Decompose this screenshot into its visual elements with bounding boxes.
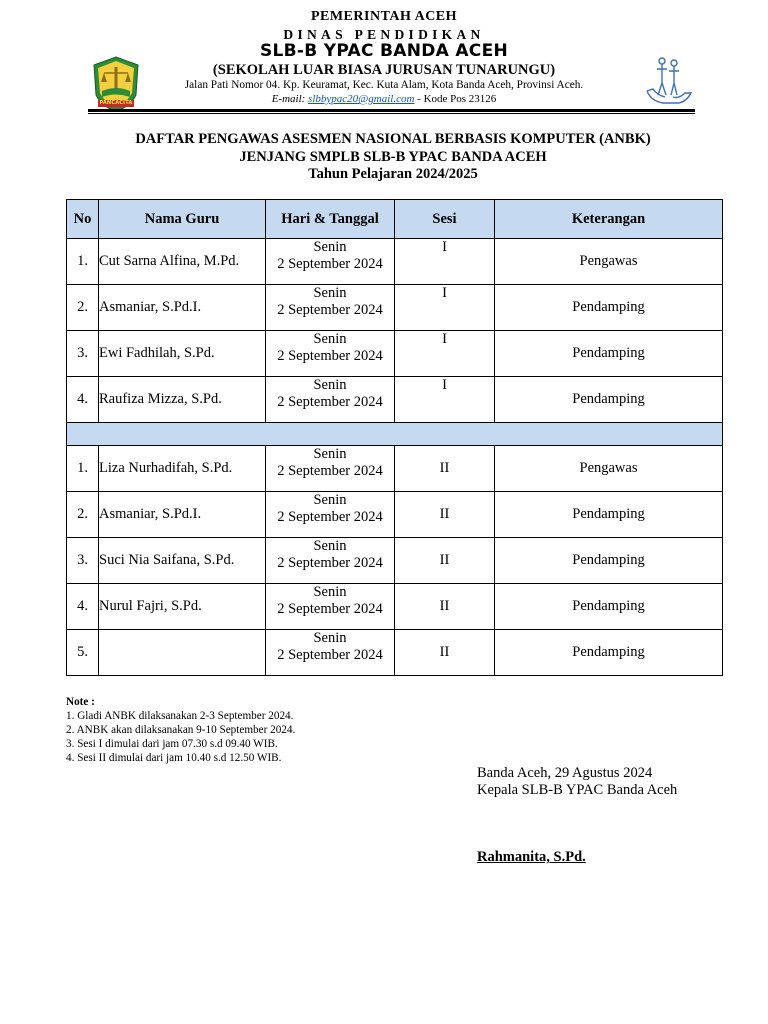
letterhead-rule-thin (88, 113, 695, 114)
table-row (67, 492, 723, 538)
note-item: 1. Gladi ANBK dilaksanakan 2-3 September 2024. (66, 710, 294, 722)
academic-year: Tahun Pelajaran 2024/2025 (308, 166, 478, 182)
row-name: Raufiza Mizza, S.Pd. (99, 377, 266, 423)
row-no: 2. (67, 285, 99, 331)
row-session: I (395, 377, 495, 423)
table-row (67, 377, 723, 423)
note-item: 2. ANBK akan dilaksanakan 9-10 September 2024. (66, 724, 296, 736)
header-note: Keterangan (495, 200, 723, 239)
signature-position: Kepala SLB-B YPAC Banda Aceh (477, 782, 678, 798)
row-date-value: 2 September 2024 (277, 256, 383, 272)
government-name: PEMERINTAH ACEH (310, 9, 458, 24)
row-date (266, 377, 395, 423)
row-session: I (395, 285, 495, 331)
row-name (99, 630, 266, 676)
row-day: Senin (313, 331, 347, 347)
session-separator-row (67, 423, 723, 446)
row-note: Pendamping (495, 538, 723, 584)
school-description: (SEKOLAH LUAR BIASA JURUSAN TUNARUNGU) (212, 62, 556, 78)
row-name: Asmaniar, S.Pd.I. (99, 492, 266, 538)
header-name: Nama Guru (99, 200, 266, 239)
logo-left-text: PANCACITA (99, 100, 133, 106)
row-name: Asmaniar, S.Pd.I. (99, 285, 266, 331)
row-note: Pendamping (495, 584, 723, 630)
row-date-value: 2 September 2024 (277, 601, 383, 617)
row-date-value: 2 September 2024 (277, 647, 383, 663)
row-date (266, 538, 395, 584)
table-row (67, 285, 723, 331)
row-session: I (395, 331, 495, 377)
row-date (266, 285, 395, 331)
email-link[interactable]: slbbypac20@gmail.com (308, 93, 415, 105)
row-day: Senin (313, 285, 347, 301)
session-separator (67, 423, 723, 446)
row-day: Senin (313, 584, 347, 600)
school-address: Jalan Pati Nomor 04. Kp. Keuramat, Kec. Kuta Alam, Kota Banda Aceh, Provinsi Aceh. (184, 79, 584, 91)
row-no: 5. (67, 630, 99, 676)
row-day: Senin (313, 538, 347, 554)
notes-heading: Note : (66, 696, 95, 708)
row-name: Suci Nia Saifana, S.Pd. (99, 538, 266, 584)
table-row (67, 630, 723, 676)
document-title: DAFTAR PENGAWAS ASESMEN NASIONAL BERBASIS KOMPUTER (ANBK) (135, 131, 651, 147)
row-date-value: 2 September 2024 (277, 555, 383, 571)
row-name: Liza Nurhadifah, S.Pd. (99, 446, 266, 492)
table-header-row (67, 200, 723, 239)
row-date-value: 2 September 2024 (277, 463, 383, 479)
row-no: 1. (67, 446, 99, 492)
row-no: 3. (67, 538, 99, 584)
row-note: Pendamping (495, 377, 723, 423)
row-day: Senin (313, 239, 347, 255)
signature-name: Rahmanita, S.Pd. (477, 849, 586, 865)
row-session: II (395, 538, 495, 584)
table-row (67, 584, 723, 630)
row-date (266, 331, 395, 377)
document-subtitle: JENJANG SMPLB SLB-B YPAC BANDA ACEH (239, 149, 547, 165)
letterhead-rule-thick (88, 109, 695, 112)
row-name: Ewi Fadhilah, S.Pd. (99, 331, 266, 377)
row-session: I (395, 239, 495, 285)
row-note: Pendamping (495, 630, 723, 676)
row-session: II (395, 630, 495, 676)
row-no: 1. (67, 239, 99, 285)
row-session: II (395, 492, 495, 538)
postal-code: - Kode Pos 23126 (414, 93, 497, 105)
row-date (266, 446, 395, 492)
table-row (67, 446, 723, 492)
row-session: II (395, 584, 495, 630)
row-name: Cut Sarna Alfina, M.Pd. (99, 239, 266, 285)
school-name: SLB-B YPAC BANDA ACEH (259, 41, 509, 61)
header-date: Hari & Tanggal (266, 200, 395, 239)
row-note: Pendamping (495, 492, 723, 538)
signature-place-date: Banda Aceh, 29 Agustus 2024 (477, 765, 653, 781)
note-item: 3. Sesi I dimulai dari jam 07.30 s.d 09.40 WIB. (66, 738, 278, 750)
table-row (67, 538, 723, 584)
row-note: Pendamping (495, 285, 723, 331)
header-session: Sesi (395, 200, 495, 239)
row-session: II (395, 446, 495, 492)
row-no: 4. (67, 584, 99, 630)
row-day: Senin (313, 492, 347, 508)
row-no: 3. (67, 331, 99, 377)
row-day: Senin (313, 377, 347, 393)
row-date (266, 584, 395, 630)
table-row (67, 239, 723, 285)
table-row (67, 331, 723, 377)
note-item: 4. Sesi II dimulai dari jam 10.40 s.d 12.50 WIB. (66, 752, 282, 764)
row-date-value: 2 September 2024 (277, 302, 383, 318)
notes-section (66, 695, 295, 765)
row-date (266, 630, 395, 676)
row-note: Pengawas (495, 239, 723, 285)
row-day: Senin (313, 446, 347, 462)
row-name: Nurul Fajri, S.Pd. (99, 584, 266, 630)
header-no: No (67, 200, 99, 239)
row-note: Pengawas (495, 446, 723, 492)
row-no: 4. (67, 377, 99, 423)
agency-name: DINAS PENDIDIKAN (283, 27, 485, 42)
row-no: 2. (67, 492, 99, 538)
row-date-value: 2 September 2024 (277, 394, 383, 410)
email-label: E-mail: (271, 93, 306, 105)
row-note: Pendamping (495, 331, 723, 377)
row-date-value: 2 September 2024 (277, 348, 383, 364)
school-contact (0, 93, 768, 105)
row-day: Senin (313, 630, 347, 646)
supervisor-table (66, 199, 723, 676)
row-date-value: 2 September 2024 (277, 509, 383, 525)
row-date (266, 239, 395, 285)
row-date (266, 492, 395, 538)
